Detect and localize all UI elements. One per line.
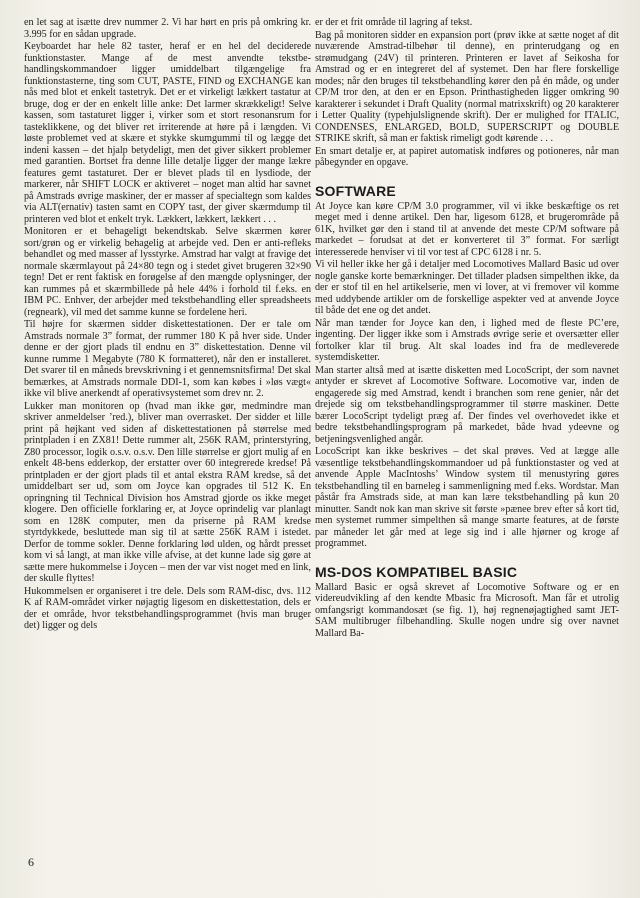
section-heading-software: SOFTWARE: [315, 182, 396, 199]
paragraph: En smart detalje er, at papiret automatisk indføres og potioneres, når man påbegynder en opgave.: [315, 145, 619, 168]
paragraph: LocoScript kan ikke beskrives – det skal prøves. Ved at lægge alle væsentlige tekstbehandlingskommandoer ud på funktionstaster og ved at anvende Apple MacIntoshs’ Window system til menustyring gøres tekstbehandling til en barneleg i sammenligning med f.eks. Wordstar. Man påstår fra Amstrads side, at man kan lære tekstbehandling på kun 20 minutter. Sandt nok kan man skrive sit første »pænee brev efter så kort tid, men systemet rummer simpelthen så mange smarte features, at de første par måneder let går med at lege sig ind i alle hjørner og kroge af programmet.: [315, 446, 619, 549]
paragraph: Lukker man monitoren op (hvad man ikke gør, medmindre man skriver anmeldelser ’red.), bliver man overrasket. Der sidder et lille print på højkant ved siden af diskettestationen på størrelse med printpladen i en ZX81! Dette rummer alt, 256K RAM, printerstyring, Z80 processor, logik o.s.v. o.s.v. Den lille størrelse er gjort mulig af en enkelt 48-bens edderkop, der erstatter over 60 integrerede kredse! På printpladen er der gjort plads til et antal ekstra RAM kredse, så det umiddelbart ser ud, som om Joyce kan opgrades til 512 K. En opringning til Technical Division hos Amstrad gjorde os ikke meget klogere. Den officielle forklaring er, at Joyce oprindelig var planlagt som en 128K computer, men da priserne på RAM kredse styrtdykkede, besluttede man sig til at sætte 256K RAM i istedet. Derfor de tomme sokler. Denne forklaring lød ulden, og hårdt presset kom vi så langt, at man ikke ville afvise, at det kunne lade sig gøre at sætte mere hukommelse i Joycen – men der var vist noget med en link, der skulle flyttes!: [24, 400, 311, 584]
paragraph: Man starter altså med at isætte disketten med LocoScript, der som navnet antyder er skrevet af Locomotive Software. Locomotive var, inden de engagerede sig med Amstrad, kendt i branchen som rene genier, når det drejede sig om tekstbehandlingsprogrammer til større maskiner. Dette bærer LocoScript tydeligt præg af. Der findes vel overhovedet ikke et bedre tekstbehandlingsprogram på markedet, både hvad ydeevne og betjeningsvenlighed angår.: [315, 364, 619, 445]
paragraph: Når man tænder for Joyce kan den, i lighed med de fleste PC’ere, ingenting. Der ligger ikke som i Amstrads øvrige serie et oversætter eller fortolker klar til brug. Alt skal loades ind fra de medleverede systemdisketter.: [315, 317, 619, 363]
section-heading-msdos-basic: MS-DOS KOMPATIBEL BASIC: [315, 563, 518, 580]
paragraph: At Joyce kan køre CP/M 3.0 programmer, vil vi ikke beskæftige os ret meget med i denne artikel. Den har, ligesom 6128, et brugerområde på 61K, hvilket gør den i stand til at anvende det meste CP/M software på markedet – forudsat at det er konverteret til 3” format. For særligt interesserede henviser vi til vor test af CPC 6128 i nr. 5.: [315, 200, 619, 258]
left-column: [24, 17, 311, 633]
page-number: 6: [28, 855, 34, 869]
paragraph: Keyboardet har hele 82 taster, heraf er en hel del deciderede funktionstaster. Mange af de mest anvendte tekstbehandlingskommandoer ligger umiddelbart tilgængelige fra funktionstasterne, ting som CUT, PASTE, FIND og EXCHANGE kan nås med blot et enkelt tastetryk. Det er et virkeligt lækkert tastatur at bruge, dog er der en enkelt lille anke: Det larmer skrækkeligt! Selve kassen, som tastaturet ligger i, virker som et stort resonansrum for tasteklikkene, og det bliver ret irriterende at høre på i længden. Vi løste problemet ved at skære et stykke skumgummi til og lægge det indeni kassen – det hjalp betydeligt, men det giver sikkert problemer med garantien. Bortset fra denne lille detalje ligger der mange lækre features gemt tastaturet. Der er blevet plads til en lysdiode, der markerer, når SHIFT LOCK er aktiveret – noget man altid har savnet på Amstrads øvrige maskiner, der er masser af specialtegn som kaldes via ALT(ernativ) tasten samt en COPY tast, der giver skærmdump til printeren ved blot et enkelt tryk. Lækkert, lækkert, lækkert . . .: [24, 41, 311, 225]
paragraph: Hukommelsen er organiseret i tre dele. Dels som RAM-disc, dvs. 112 K af RAM-området virker nøjagtig ligesom en diskettestation, dels er der et område, hvor tekstbehandlingsprogrammet (hvis man bruger det) ligger og dels: [24, 585, 311, 631]
paragraph: Bag på monitoren sidder en expansion port (prøv ikke at sætte noget af dit nuværende Amstrad-tilbehør til denne), en printerudgang og en strømudgang (24V) til printeren. Printeren er lavet af Seikosha for Amstrad og er en integreret del af systemet. Den har flere forskellige modes; når den bruges til tekstbehandling kører den på én måde, og under CP/M tror den, at den er en Epson. Printhastigheden ligger omkring 90 karakterer i sekundet i Draft Quality (normal matrixskrift) og 20 karakterer i Letter Quality (typehjulslignende skrift). Der er mulighed for ITALIC, CONDENSES, ENLARGED, BOLD, SUPERSCRIPT og DOUBLE STRIKE skrift, så man er faktisk rimeligt godt kørende . . .: [315, 29, 619, 144]
paragraph: Mallard Basic er også skrevet af Locomotive Software og er en videreudvikling af den kendte Mbasic fra Microsoft. Man får et utrolig omfangsrigt kommandosæt (se fig. 1), høj regnenøjagtighed samt JET-SAM multibruger filbehandling. Skulle nogen undre sig over navnet Mallard Ba-: [315, 581, 619, 639]
paragraph: en let sag at isætte drev nummer 2. Vi har hørt en pris på omkring kr. 3.995 for en sådan upgrade.: [24, 17, 311, 40]
paragraph: Monitoren er et behageligt bekendtskab. Selve skærmen kører sort/grøn og er virkelig behagelig at arbejde ved. Den er anti-refleks behandlet og med masser af lysstyrke. Amstrad har valgt at fravige det normale skærmlayout på 24×80 tegn og i stedet givet brugeren 32×90 tegn! Det er rent faktisk en forøgelse af den mængde oplysninger, der kan rummes på et skærmbillede på hele 44% i forhold til f.eks. en IBM PC. Enhver, der arbejder med tekstbehandling eller spreadsheets (regneark), vil med det samme kunne se fordelene heri.: [24, 226, 311, 318]
paragraph: Vi vil heller ikke her gå i detaljer med Locomotives Mallard Basic ud over nogle ganske korte bemærkninger. Det tillader pladsen simpelthen ikke, da der er stof til en hel artikelserie, men vi lover, at vi fremover vil komme med uddybende artikler om de forskellige aspekter ved at anvende Joyce til både det ene og det andet.: [315, 259, 619, 316]
paragraph: Til højre for skærmen sidder diskettestationen. Der er tale om Amstrads normale 3” format, der rummer 180 K på hver side. Under denne er der gjort plads til endnu en 3” diskettestation. Denne vil kunne rumme 1 Megabyte (780 K formatteret), når den er installeret. Det svarer til en måneds brevskrivning i et gennemsnitsfirma! Det skal bemærkes, at Amstrads normale DDI-1, som kan købes i »løs vægt« ikke vil blive anerkendt af operativsystemet som drev nr. 2.: [24, 319, 311, 399]
right-column: [315, 17, 619, 640]
paragraph: er der et frit område til lagring af tekst.: [315, 17, 473, 28]
